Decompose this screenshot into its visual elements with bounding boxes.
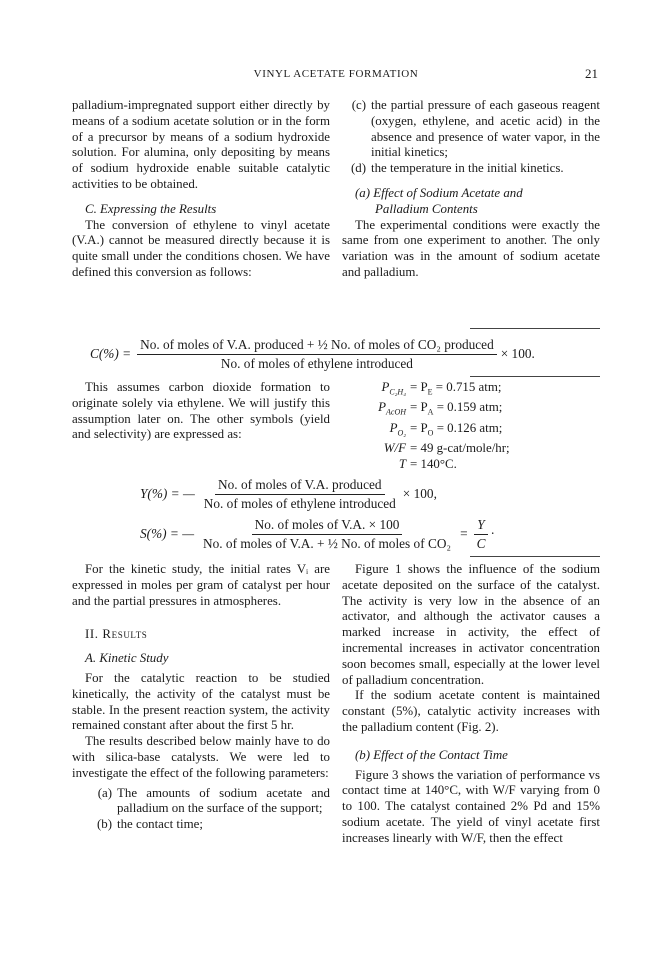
condition-row: $P_{AcOH}$ = $P_A = 0.159$ atm;	[378, 400, 503, 417]
list-marker: (b)	[96, 817, 112, 832]
page-number: 21	[585, 66, 598, 81]
running-title: VINYL ACETATE FORMATION	[253, 68, 419, 80]
conditions-list	[342, 380, 600, 473]
equation-conversion	[90, 334, 610, 374]
subsection-heading-a-cont: Palladium Contents	[375, 201, 478, 216]
list-text: The amounts of sodium acetate and palladium on the surface of the support;	[117, 785, 330, 816]
equation-numerator: No. of moles of V.A. produced	[215, 477, 384, 495]
paragraph: palladium-impregnated support either directly by means of a sodium acetate solution or in the form of a precursor by means of a sodium hydroxide solution. For alumina, only depositing by means of sodium hydroxide enable suitable catalytic activities to be obtained.	[72, 98, 330, 191]
section-heading-results: II. Results	[85, 627, 148, 642]
right-column-bottom	[342, 562, 600, 847]
list-marker: (c)	[351, 98, 366, 112]
equation-fraction	[201, 477, 399, 512]
equation-fraction	[137, 337, 497, 372]
left-column-bottom	[72, 562, 330, 833]
column-rule	[470, 376, 600, 377]
paragraph: For the kinetic study, the initial rates Vᵢ are expressed in moles per gram of catalyst per hour and the partial pressures in atmospheres.	[72, 562, 330, 608]
equation-denominator: No. of moles of ethylene introduced	[203, 495, 396, 511]
paragraph: If the sodium acetate content is maintained constant (5%), catalytic activity increases with the palladium content (Fig. 2).	[342, 688, 600, 734]
equation-denominator: C	[476, 535, 486, 551]
column-rule	[470, 556, 600, 557]
list-marker: (d)	[350, 161, 366, 176]
assumption-paragraph	[72, 380, 330, 443]
equation-denominator: No. of moles of ethylene introduced	[220, 355, 413, 371]
paragraph: This assumes carbon dioxide formation to originate solely via ethylene. We will justify this assumption later on. The other symbols (yield and selectivity) are expressed as:	[72, 380, 330, 442]
section-heading-c: C. Expressing the Results	[85, 201, 217, 216]
paragraph: The conversion of ethylene to vinyl acetate (V.A.) cannot be measured directly because it is quite small under the conditions chosen. We have defined this conversion as follows:	[72, 217, 330, 279]
list-text: the temperature in the initial kinetics.	[371, 161, 564, 176]
equation-numerator: No. of moles of V.A. × 100	[252, 517, 403, 535]
equation-fraction-ratio	[474, 517, 489, 552]
subsection-heading-kinetic: A. Kinetic Study	[85, 651, 169, 666]
list-item-b	[72, 817, 330, 833]
left-column-top	[72, 98, 330, 281]
equation-numerator: No. of moles of V.A. produced + ½ No. of moles of CO₂ produced	[137, 337, 497, 355]
paragraph: The results described below mainly have to do with silica-base catalysts. We were led to investigate the effect of the following parameters:	[72, 734, 330, 780]
paragraph: Figure 1 shows the influence of the sodium acetate deposited on the surface of the catalyst. The activity is very low in the absence of an activator, and although the activator causes a marked increase in activity, the effect of incremental increases in activator concentration soon becomes small, especially at the lower level of palladium concentration.	[342, 562, 600, 687]
list-item-c	[342, 98, 600, 161]
equation-equals: =	[460, 526, 468, 541]
equation-lhs: S(%) = —	[140, 526, 195, 541]
list-item-d	[342, 161, 600, 177]
list-item-a	[72, 786, 330, 818]
list-marker: (a)	[97, 785, 112, 800]
equation-factor: × 100.	[500, 346, 535, 361]
subsection-heading-b: (b) Effect of the Contact Time	[355, 747, 508, 762]
equation-end: ·	[490, 526, 495, 541]
equation-fraction	[200, 517, 454, 552]
equation-denominator: No. of moles of V.A. + ½ No. of moles of CO₂	[203, 535, 452, 551]
condition-row: W/F = 49 g-cat/mole/hr;	[383, 441, 510, 456]
list-text: the contact time;	[117, 817, 203, 832]
equation-selectivity	[140, 514, 610, 554]
list-text: the partial pressure of each gaseous reagent (oxygen, ethylene, and acetic acid) in the absence and presence of water vapor, in the initial kinetics;	[371, 98, 600, 160]
subsection-heading-a: (a) Effect of Sodium Acetate and	[355, 185, 523, 200]
paragraph: The experimental conditions were exactly the same from one experiment to another. The only variation was in the amount of sodium acetate and palladium.	[342, 217, 600, 279]
paragraph: Figure 3 shows the variation of performance vs contact time at 140°C, with W/F varying from 0 to 100. The catalyst contained 2% Pd and 15% sodium acetate. The yield of vinyl acetate first increases linearly with W/F, then the effect	[342, 767, 600, 845]
page-header	[72, 68, 600, 86]
equation-numerator: Y	[474, 517, 487, 535]
paragraph: For the catalytic reaction to be studied kinetically, the activity of the catalyst must be stable. In the present reaction system, the activity remained constant after about the first 5 hr.	[72, 670, 330, 733]
equation-factor: × 100,	[402, 486, 437, 501]
equation-lhs: C(%) =	[90, 346, 132, 361]
condition-row: $P_{C_2H_4}$ = $P_E = 0.715$ atm;	[381, 380, 502, 397]
right-column-top	[342, 98, 600, 281]
equation-lhs: Y(%) = —	[140, 486, 195, 501]
condition-row: T = 140°C.	[398, 456, 457, 471]
column-rule	[470, 328, 600, 329]
condition-row: $P_{O_2}$ = $P_O = 0.126$ atm;	[389, 420, 503, 438]
equation-yield	[140, 474, 600, 514]
